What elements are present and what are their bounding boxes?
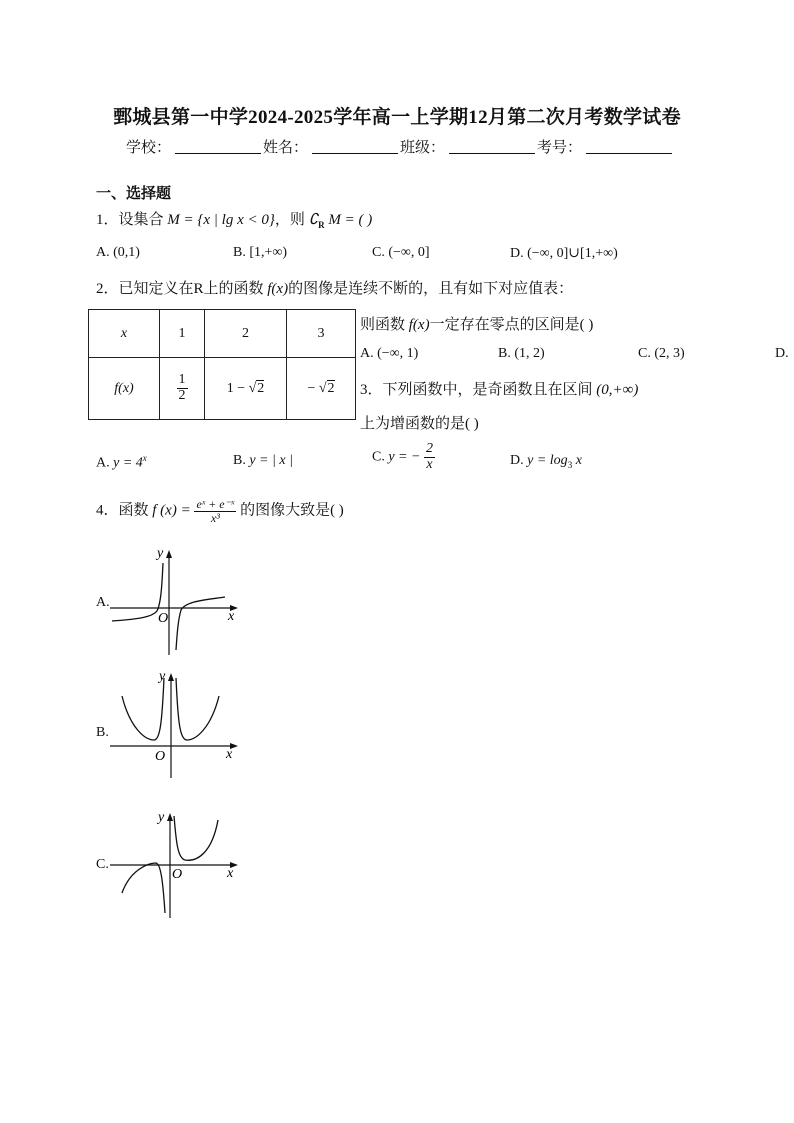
q3-opt-d-math: y = log [527,453,568,468]
q4-stem-post: 的图像大致是( ) [240,502,344,519]
q3-opt-d-label: D. [510,453,524,468]
sqrt-symbol: √ [318,380,327,396]
graph-option-a[interactable] [110,545,245,660]
q2-stem-post: 的图像是连续不断的，且有如下对应值表： [288,281,574,297]
page-title: 鄄城县第一中学2024-2025学年高一上学期12月第二次月考数学试卷 [113,107,681,128]
q2-option-c[interactable]: C. (2, 3) [638,346,685,361]
q4-stem-pre: 4．函数 [96,502,149,519]
q3-option-c[interactable] [372,442,435,472]
q3-option-d[interactable] [510,453,582,470]
q2-stem-math: f(x) [267,281,289,297]
table-header-x: x [89,310,160,358]
q4-option-a[interactable]: A. [96,595,110,610]
y-axis-arrow [167,813,173,821]
q4-option-b[interactable]: B. [96,725,109,740]
q4-function-math: f (x) = [152,502,191,519]
q3-opt-a-math: y = 4 [113,455,143,471]
class-label: 班级： [400,140,446,156]
half-denominator: 2 [178,388,186,403]
q3-opt-b-label: B. [233,453,246,468]
cell3-pre: 1 − [226,380,249,396]
origin-label: O [158,611,169,626]
question-1-stem [96,208,372,230]
x-label: x [227,866,234,881]
q2-option-b[interactable]: B. (1, 2) [498,346,545,361]
curve-right-branch [176,597,225,650]
q1-complement-math: M = ( ) [328,212,373,228]
x-label: x [226,747,233,762]
q2-stem-pre: 2．已知定义在R上的函数 [96,281,264,297]
q1-stem-pre: 1．设集合 [96,212,164,228]
q3-opt-c-num: 2 [425,441,433,456]
q2-side-question [360,313,593,334]
table-cell-1-minus-root2 [205,358,287,420]
curve-right-branch [174,816,218,860]
q3-interval-math: (0,+∞) [596,382,639,398]
x-label: x [228,609,235,624]
q3-option-b[interactable] [233,453,293,469]
q4-denominator: x³ [210,510,220,525]
question-2-stem [96,277,573,298]
q4-fraction [194,498,236,524]
table-header-3: 3 [287,310,356,358]
q1-option-c[interactable]: C. (−∞, 0] [372,245,430,260]
graph-b-svg [110,668,245,783]
curve-right-branch [176,678,219,740]
graph-option-b[interactable] [110,668,245,783]
question-3-stem [360,378,638,399]
q1-option-b[interactable]: B. [1,+∞) [233,245,288,260]
q1-option-d[interactable]: D. (−∞, 0]∪[1,+∞) [510,246,618,261]
origin-label: O [155,749,166,764]
q3-opt-c-label: C. [372,449,385,465]
y-axis-arrow [168,673,174,681]
q3-opt-d-post: x [572,453,582,468]
number-blank[interactable] [586,139,672,154]
q2-value-table [88,309,356,420]
q3-stem-pre: 3．下列函数中，是奇函数且在区间 [360,382,593,398]
q1-set-math: M = {x | lg x < 0} [167,212,275,228]
y-label: y [158,810,165,825]
table-label-fx: f(x) [89,358,160,420]
graph-c-svg [110,808,245,923]
y-label: y [157,546,164,561]
q3-opt-d-sub: 3 [567,459,573,470]
table-header-2: 2 [205,310,287,358]
origin-label: O [172,867,183,882]
name-label: 姓名： [263,140,309,156]
q1-complement-sub: R [318,220,325,230]
q2-side-math: f(x) [408,317,430,333]
q2-option-d[interactable]: D. [775,346,789,361]
student-info-line [126,136,674,157]
curve-left-branch [112,563,163,621]
q3-opt-b-math: y = | x | [249,453,293,468]
q3-opt-c-math: y = − [388,449,421,465]
cell4-radicand: 2 [327,380,335,396]
school-label: 学校： [126,140,172,156]
q4-numerator: eˣ + e⁻ˣ [196,497,235,511]
table-cell-half [160,358,205,420]
q1-option-a[interactable]: A. (0,1) [96,245,140,260]
name-blank[interactable] [312,139,398,154]
half-numerator: 1 [178,372,186,388]
curve-left-branch [122,863,165,913]
question-4-stem [96,498,344,524]
cell3-radicand: 2 [257,380,265,396]
curve-left-branch [122,678,164,740]
number-label: 考号： [537,140,583,156]
class-blank[interactable] [449,139,535,154]
cell4-pre: − [307,380,319,396]
q3-stem-line2: 上为增函数的是( ) [360,416,479,432]
sqrt-symbol: √ [248,380,257,396]
q3-opt-c-den: x [426,456,433,472]
q2-side-post: 一定存在零点的区间是( ) [429,317,594,333]
half-fraction [177,373,188,403]
table-cell-minus-root2 [287,358,356,420]
q3-option-a[interactable] [96,453,147,472]
q2-side-pre: 则函数 [360,317,406,333]
q4-option-c[interactable]: C. [96,857,109,872]
y-axis-arrow [166,550,172,558]
section-heading: 一、选择题 [96,186,172,202]
table-header-1: 1 [160,310,205,358]
graph-option-c[interactable] [110,808,245,923]
q3-opt-a-label: A. [96,455,110,471]
q2-option-a[interactable]: A. (−∞, 1) [360,346,419,361]
graph-a-svg [110,545,245,660]
y-label: y [159,669,166,684]
q3-opt-c-fraction [424,442,435,472]
q1-complement-symbol: ∁ [308,212,319,228]
school-blank[interactable] [175,139,261,154]
q1-stem-mid: ，则 [274,212,305,228]
q3-opt-a-sup: x [142,453,147,463]
